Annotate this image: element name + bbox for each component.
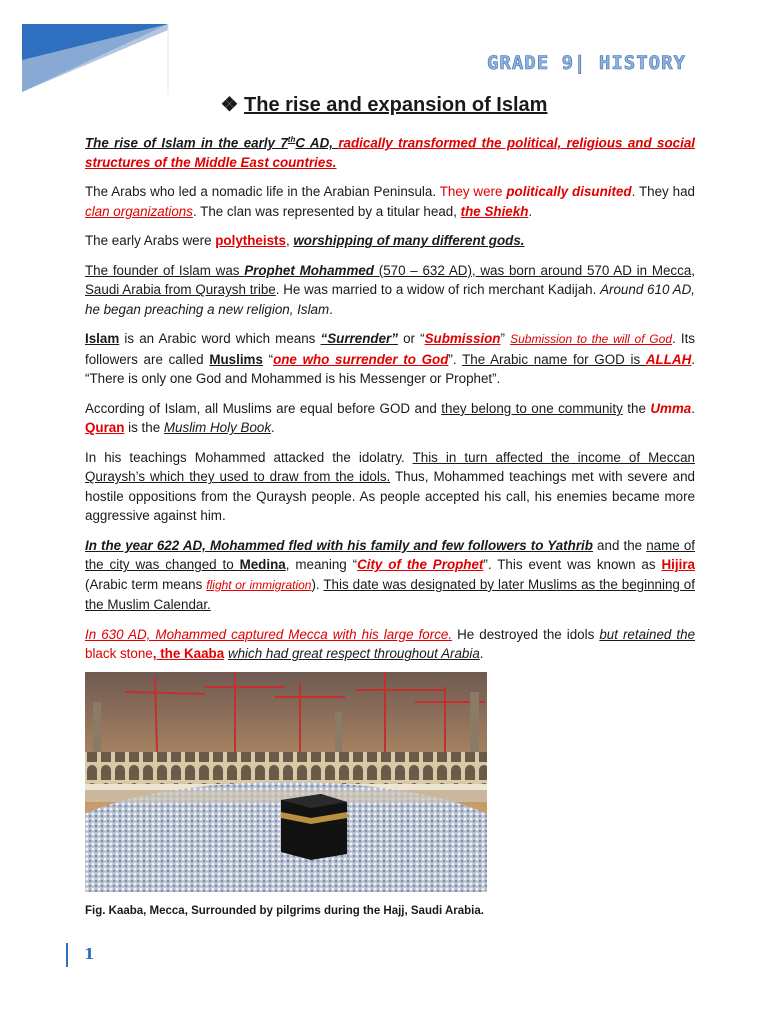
text-span: . <box>691 400 695 416</box>
text-span: name of the city was changed to <box>85 537 696 573</box>
text-span: Umma <box>650 400 692 416</box>
text-span: . “There is only one God and Mohammed is his Messenger or Prophet”. <box>85 351 695 387</box>
text-span: Submission to the will of God <box>510 332 672 347</box>
text-span: . <box>329 301 333 317</box>
text-span: The founder of Islam was <box>85 262 245 278</box>
text-span: black stone <box>85 646 153 662</box>
text-span: one who surrender to God <box>273 351 449 367</box>
text-span: ALLAH <box>645 351 692 367</box>
text-span: . Its followers are called <box>85 331 696 367</box>
paragraph-polytheists <box>85 231 695 251</box>
text-span: They were <box>439 184 507 200</box>
text-span: (570 – 632 AD), was born around 570 AD in Mecca, Saudi Arabia from Quraysh tribe <box>85 262 695 298</box>
page-title <box>0 92 768 117</box>
page-number-bar <box>66 943 68 967</box>
text-span: ). <box>311 576 324 592</box>
text-span: Thus, Mohammed teachings met with severe and hostile oppositions from the Quraysh people. As people accepted his call, his enemies became more aggressive against him. <box>85 469 695 524</box>
text-span: worshipping of many different gods. <box>293 233 525 249</box>
text-span: ”. This event was known as <box>483 557 662 573</box>
paragraph-equality <box>85 399 695 438</box>
text-span: the <box>622 400 651 416</box>
text-span: the Shiekh <box>460 203 529 219</box>
text-span: and the <box>592 537 647 553</box>
paragraph-hijira <box>85 536 695 615</box>
text-span: The Arabs who led a nomadic life in the Arabian Peninsula. <box>85 184 440 200</box>
text-span: . He was married to a widow of rich merchant Kadijah. <box>275 282 601 298</box>
text-span: Medina <box>239 557 286 573</box>
paragraph-founder <box>85 261 695 320</box>
text-span: Prophet Mohammed <box>244 262 374 278</box>
text-span: . <box>528 203 533 219</box>
text-span: The rise of Islam in the early 7 <box>85 135 288 151</box>
text-span: Around 610 AD, he began preaching a new religion, Islam <box>85 282 695 317</box>
text-span: This date was designated by later Muslims as the beginning of the Muslim Calendar. <box>85 576 695 613</box>
text-span: In the year 622 AD, Mohammed fled with his family and few followers to Yathrib <box>85 537 593 553</box>
text-span: City of the Prophet <box>357 557 484 573</box>
text-span: flight or immigration <box>206 577 312 592</box>
text-span: , the Kaaba <box>152 646 225 662</box>
text-span: Hijira <box>661 557 695 573</box>
text-span: The early Arabs were <box>85 233 216 249</box>
corner-decoration <box>0 0 170 95</box>
text-span: Submission <box>424 331 501 347</box>
text-span: . They had <box>631 184 695 200</box>
text-span: “ <box>262 351 274 367</box>
text-span: In his teachings Mohammed attacked the idolatry. <box>85 449 413 465</box>
text-span: they belong to one community <box>441 400 623 416</box>
paragraph-teachings <box>85 448 695 526</box>
kaaba-structure <box>281 794 347 860</box>
diamond-bullet-icon: ❖ <box>220 94 239 116</box>
text-span: is the <box>124 420 164 436</box>
paragraph-arabs <box>85 182 695 221</box>
text-span: is an Arabic word which means <box>119 331 321 347</box>
text-span: The Arabic name for GOD is <box>462 351 646 367</box>
text-span: Muslims <box>209 351 263 367</box>
text-span: (Arabic term means <box>85 576 207 592</box>
paragraph-islam-meaning <box>85 329 695 389</box>
text-span: This in turn affected the income of Meccan Quraysh’s which they used to draw from the idols. <box>85 449 695 485</box>
text-span: ”. <box>448 351 463 367</box>
text-span: but retained the <box>599 626 696 642</box>
text-span: polytheists <box>215 233 286 249</box>
text-span: “Surrender” <box>320 331 398 347</box>
paragraph-mecca <box>85 625 695 664</box>
text-span: He destroyed the idols <box>452 626 600 642</box>
text-span: , meaning “ <box>285 557 358 573</box>
text-span: , <box>285 233 294 249</box>
text-span: Muslim Holy Book <box>163 420 272 436</box>
text-span: which had great respect throughout Arabia <box>227 646 480 662</box>
title-text: The rise and expansion of Islam <box>244 94 548 116</box>
kaaba-photo <box>85 672 487 892</box>
text-span: Islam <box>85 331 120 347</box>
text-span: ” <box>500 331 511 347</box>
page-number: 1 <box>84 945 95 963</box>
grade-header: GRADE 9| HISTORY <box>486 52 686 74</box>
text-span: In 630 AD, Mohammed captured Mecca with his large force. <box>85 626 453 642</box>
text-span: According of Islam, all Muslims are equal before GOD and <box>85 400 442 416</box>
body-text <box>85 130 695 674</box>
text-span: politically disunited <box>506 184 632 200</box>
text-span: C AD, <box>295 135 339 151</box>
paragraph-intro <box>85 130 695 172</box>
figure-caption: Fig. Kaaba, Mecca, Surrounded by pilgrims during the Hajj, Saudi Arabia. <box>85 905 484 917</box>
text-span: clan organizations <box>85 203 193 219</box>
text-span: . <box>479 646 484 662</box>
text-span: . The clan was represented by a titular head, <box>192 203 461 219</box>
text-span: Quran <box>85 420 125 436</box>
text-span: radically transformed the political, religious and social structures of the Middle East countries. <box>85 135 695 170</box>
text-span: th <box>287 135 296 144</box>
text-span: or “ <box>397 331 425 347</box>
text-span: . <box>271 420 275 436</box>
